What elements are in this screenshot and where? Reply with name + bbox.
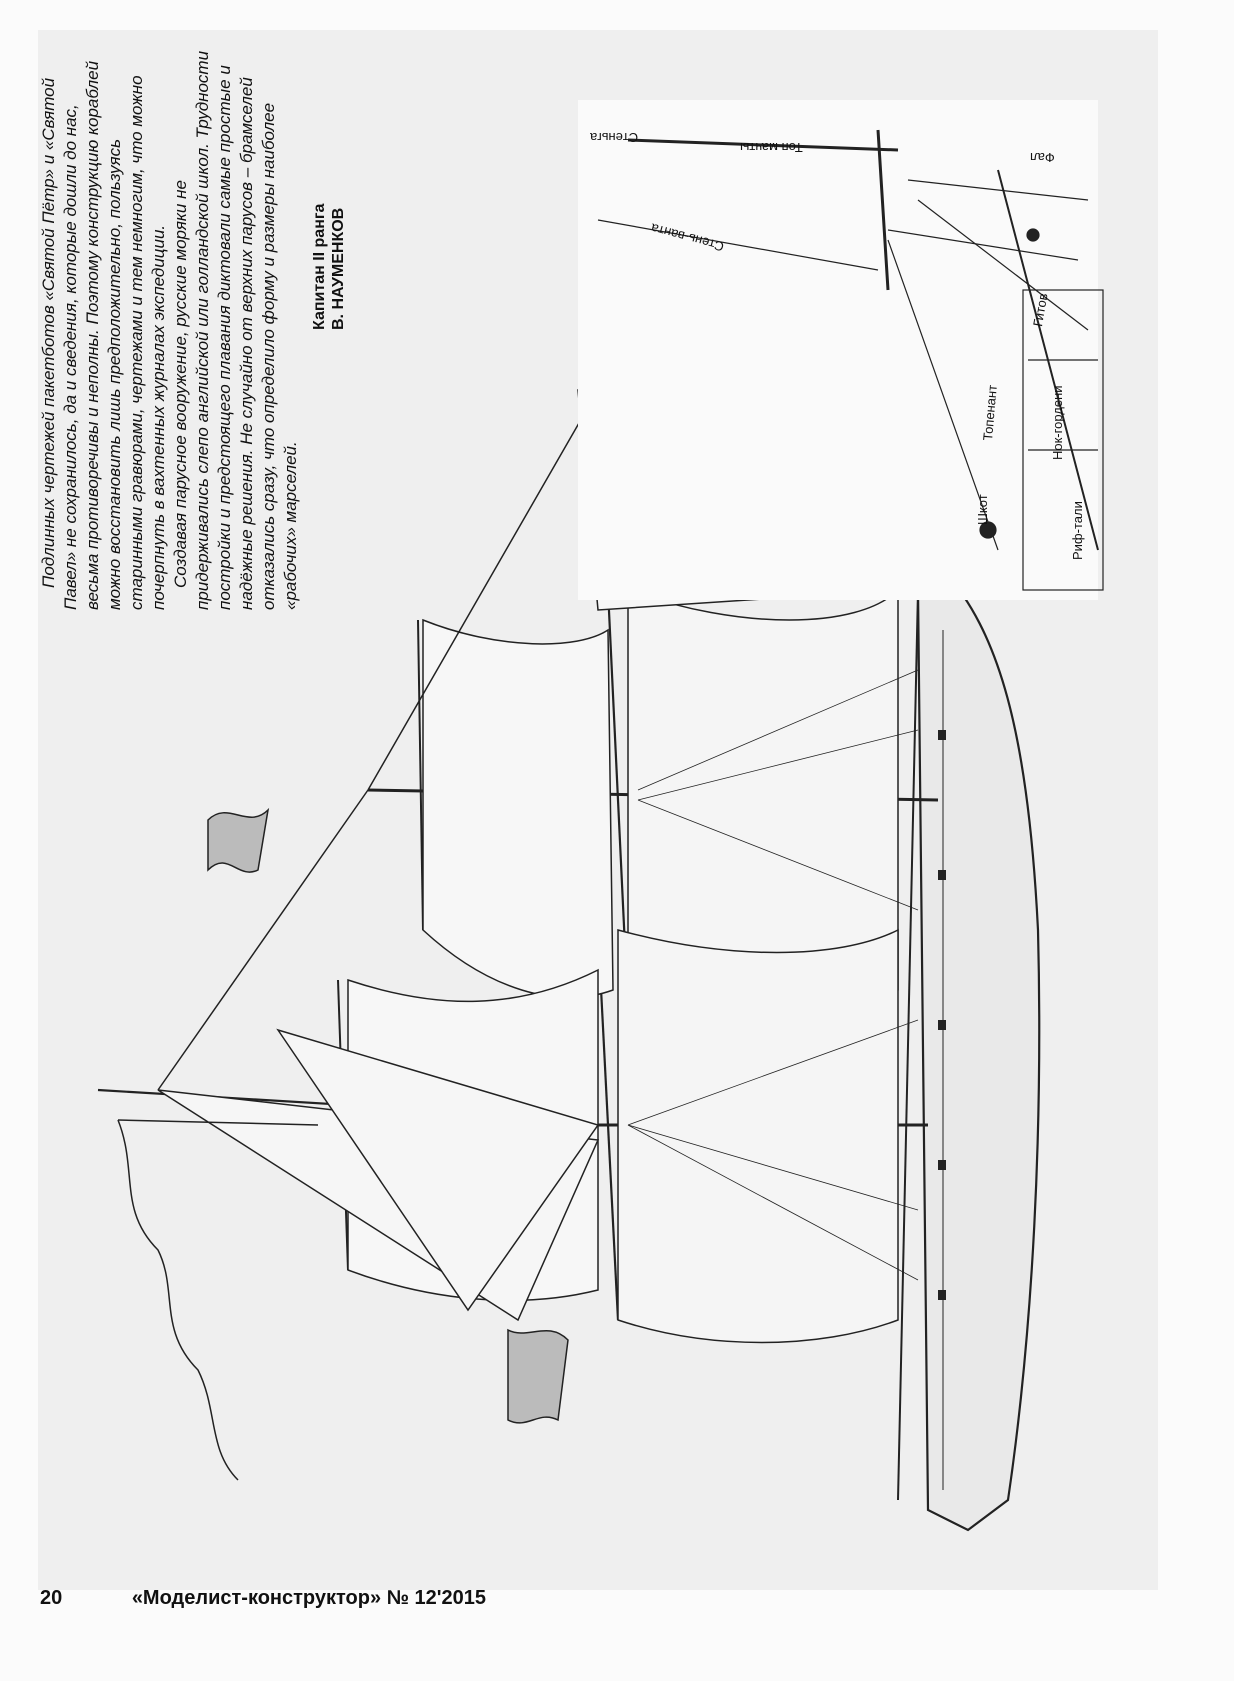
label-stenga: Стеньга [590,130,639,145]
page-number: 20 [40,1587,63,1609]
label-nok-gordeni: Нок-гордени [1050,385,1065,460]
magazine-title: «Моделист-конструктор» № 12'2015 [131,1587,486,1609]
intro-paragraph-1: Подлинных чертежей пакетботов «Святой Пётр» и «Святой Павел» не сохранилось, да и сведения, которые дошли до нас, весьма противоречивы и неполны. Поэтому конструкцию кораблей можно восстановить лишь предположительно, пользуясь старинными гравюрами, чертежами и тем немногим, что можно почерпнуть в вахтенных журналах экспедиции. [39,60,168,610]
label-fal: Фал [1030,150,1055,165]
author-block [310,70,348,330]
label-rif-tali: Риф-тали [1070,501,1085,560]
intro-paragraph-2: Создавая парусное вооружение, русские моряки не придерживались слепо английской или голландской школ. Трудности постройки и предстоящего плавания диктовали самые простые и надёжные решения. Не случайно от верхних парусов – брамселей отказались сразу, что определило форму и размеры наиболее «рабочих» марселей. [171,50,300,610]
label-shkot: Шкот [975,494,990,525]
page-footer [40,1587,486,1610]
author-name: В. НАУМЕНКОВ [330,207,347,330]
label-top-machty: Топ мачты [740,140,803,155]
label-sten-vanta: Стень-ванта [649,220,726,255]
label-gitov: Гитов [1030,291,1051,328]
label-toponant: Топенант [980,384,1000,442]
intro-text [38,50,302,610]
author-rank: Капитан II ранга [311,203,328,330]
